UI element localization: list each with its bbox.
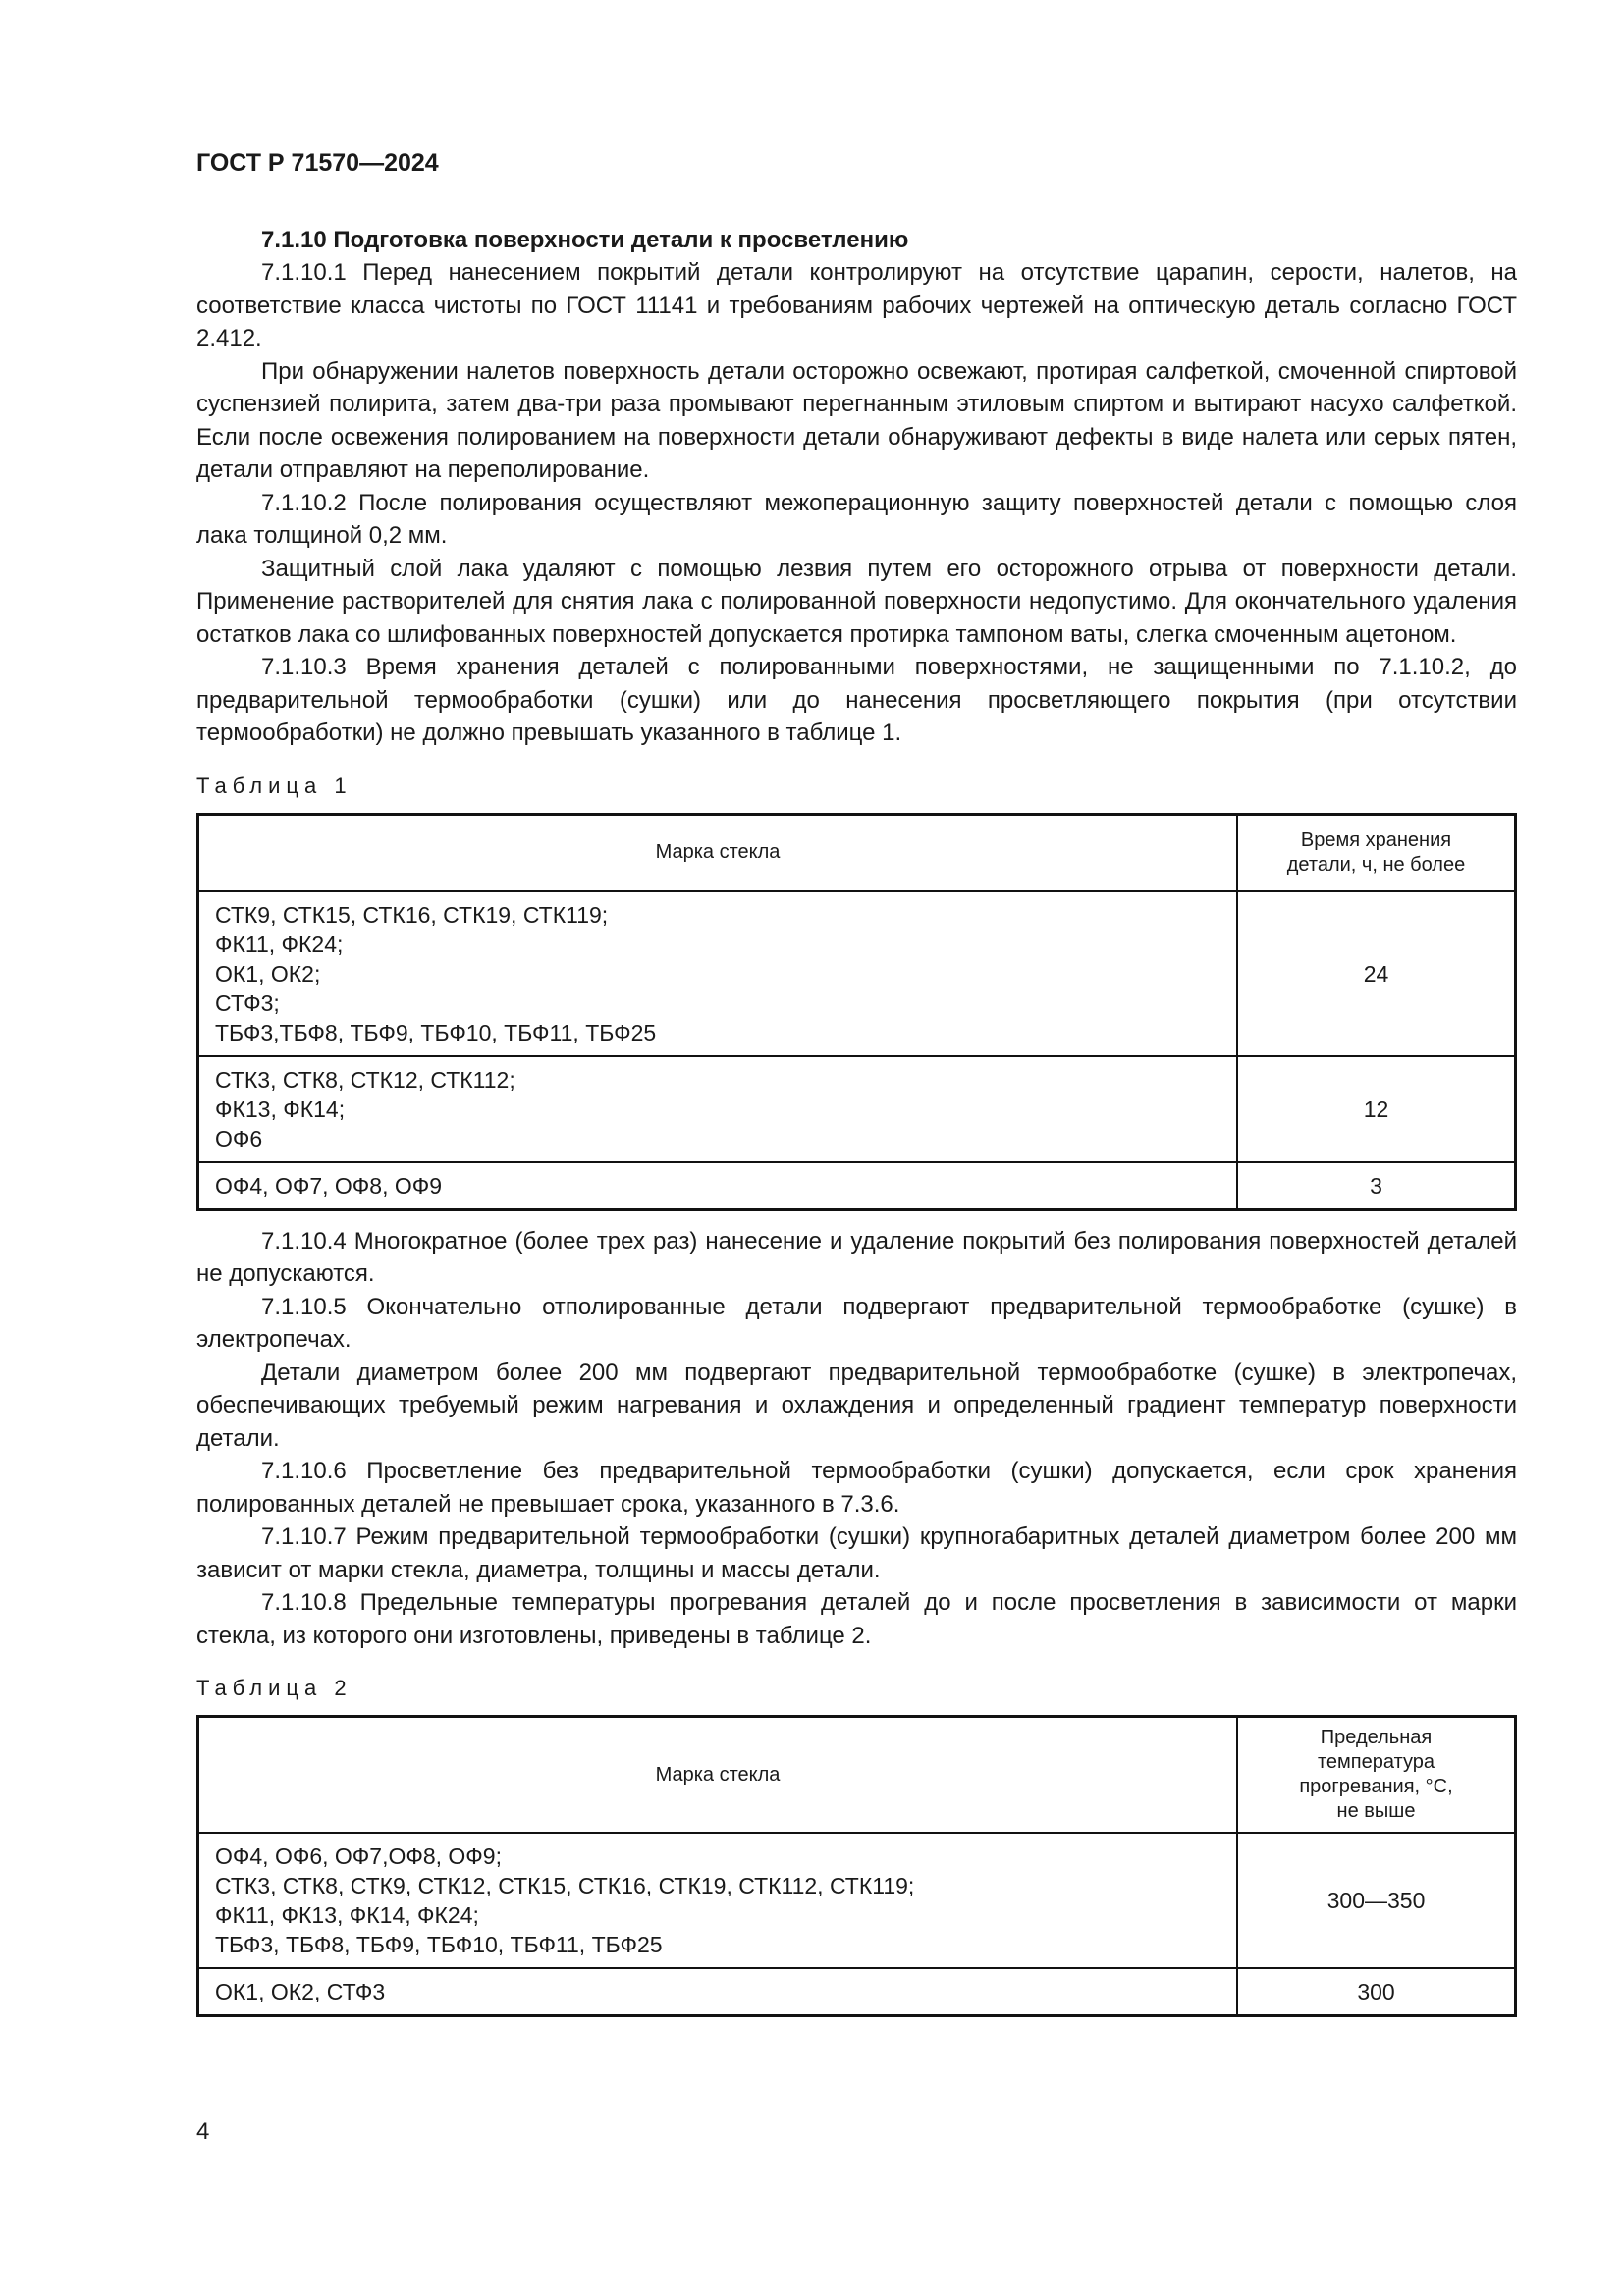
- table2-header-right-line: Предельная: [1320, 1727, 1433, 1748]
- table-row: [198, 1833, 1516, 1968]
- table2-header-right-line: температура: [1318, 1751, 1435, 1773]
- document-body: [196, 224, 1517, 2031]
- glass-line: СТК3, СТК8, СТК12, СТК112;: [215, 1066, 515, 1093]
- table2-glass-cell: [198, 1968, 1238, 2016]
- table2-glass-cell: [198, 1833, 1238, 1968]
- table1-caption: Таблица 1: [196, 773, 352, 798]
- document-header: ГОСТ Р 71570—2024: [196, 149, 439, 177]
- table1-glass-cell: [198, 1056, 1238, 1162]
- document-page: [196, 0, 1517, 2296]
- paragraph: Детали диаметром более 200 мм подвергают предварительной термообработке (сушке) в электропечах, обеспечивающих требуемый режим нагревания и охлаждения и определенный градиент температур поверхности детали.: [196, 1359, 1517, 1452]
- glass-line: ТБФ3,ТБФ8, ТБФ9, ТБФ10, ТБФ11, ТБФ25: [215, 1019, 657, 1045]
- glass-line: ФК13, ФК14;: [215, 1095, 346, 1122]
- table1-value-cell: 3: [1237, 1162, 1516, 1210]
- glass-line: СТК3, СТК8, СТК9, СТК12, СТК15, СТК16, СТК19, СТК112, СТК119;: [215, 1873, 915, 1898]
- paragraph: 7.1.10.6 Просветление без предварительной термообработки (сушки) допускается, если срок хранения полированных деталей не превышает срока, указанного в 7.3.6.: [196, 1458, 1517, 1518]
- paragraph: 7.1.10.7 Режим предварительной термообработки (сушки) крупногабаритных деталей диаметром более 200 мм зависит от марки стекла, диаметра, толщины и массы детали.: [196, 1523, 1517, 1583]
- table-row: [198, 891, 1516, 1056]
- glass-line: ТБФ3, ТБФ8, ТБФ9, ТБФ10, ТБФ11, ТБФ25: [215, 1932, 663, 1957]
- glass-line: ФК11, ФК24;: [215, 931, 344, 957]
- table2-value-cell: 300: [1237, 1968, 1516, 2016]
- paragraph: 7.1.10.3 Время хранения деталей с полированными поверхностями, не защищенными по 7.1.10.2, до предварительной термообработки (сушки) или до нанесения просветляющего покрытия (при отсутствии термообработки) не должно превышать указанного в таблице 1.: [196, 654, 1517, 746]
- table2-header-right-line: не выше: [1336, 1800, 1416, 1822]
- glass-line: ОК1, ОК2, СТФ3: [215, 1979, 386, 2004]
- paragraph: 7.1.10.2 После полирования осуществляют межоперационную защиту поверхностей детали с помощью слоя лака толщиной 0,2 мм.: [196, 489, 1517, 549]
- table1-header-left: Марка стекла: [198, 814, 1238, 891]
- glass-line: СТФ3;: [215, 989, 280, 1016]
- paragraph: Защитный слой лака удаляют с помощью лезвия путем его осторожного отрыва от поверхности детали. Применение растворителей для снятия лака с полированной поверхности недопустимо. Для окончательного удаления остатков лака со шлифованных поверхностей допускается протирка тампоном ваты, слегка смоченным ацетоном.: [196, 555, 1517, 648]
- table1: [196, 813, 1517, 1211]
- paragraph: 7.1.10.5 Окончательно отполированные детали подвергают предварительной термообработке (сушке) в электропечах.: [196, 1293, 1517, 1353]
- table2-header-row: [198, 1717, 1516, 1834]
- table1-glass-cell: [198, 891, 1238, 1056]
- glass-line: ОФ4, ОФ7, ОФ8, ОФ9: [215, 1172, 443, 1199]
- table1-header-right-line: Время хранения: [1300, 828, 1452, 851]
- glass-line: СТК9, СТК15, СТК16, СТК19, СТК119;: [215, 901, 609, 928]
- table2-caption: Таблица 2: [196, 1676, 352, 1700]
- table1-glass-cell: [198, 1162, 1238, 1210]
- paragraph: При обнаружении налетов поверхность детали осторожно освежают, протирая салфеткой, смоченной спиртовой суспензией полирита, затем два-три раза промывают перегнанным этиловым спиртом и вытирают насухо салфеткой. Если после освежения полированием на поверхности детали обнаруживают дефекты в виде налета или серых пятен, детали отправляют на переполирование.: [196, 357, 1517, 483]
- table2: [196, 1715, 1517, 2017]
- table1-value-cell: 24: [1237, 891, 1516, 1056]
- table2-header-right-line: прогревания, °С,: [1299, 1776, 1453, 1797]
- glass-line: ОФ6: [215, 1125, 263, 1151]
- page-number: 4: [196, 2118, 210, 2145]
- section-title: 7.1.10 Подготовка поверхности детали к просветлению: [261, 227, 909, 253]
- glass-line: ОФ4, ОФ6, ОФ7,ОФ8, ОФ9;: [215, 1843, 502, 1869]
- paragraph: 7.1.10.1 Перед нанесением покрытий детали контролируют на отсутствие царапин, серости, налетов, на соответствие класса чистоты по ГОСТ 11141 и требованиям рабочих чертежей на оптическую деталь согласно ГОСТ 2.412.: [196, 259, 1517, 351]
- table-row: [198, 1968, 1516, 2016]
- table1-header-row: [198, 814, 1516, 891]
- table2-value-cell: 300—350: [1237, 1833, 1516, 1968]
- table2-header-left: Марка стекла: [198, 1717, 1238, 1834]
- table2-header-right: [1237, 1717, 1516, 1834]
- table1-header-right-line: детали, ч, не более: [1286, 853, 1466, 876]
- table1-header-right: [1237, 814, 1516, 891]
- paragraph: 7.1.10.8 Предельные температуры прогревания деталей до и после просветления в зависимости от марки стекла, из которого они изготовлены, приведены в таблице 2.: [196, 1589, 1517, 1649]
- glass-line: ОК1, ОК2;: [215, 960, 321, 987]
- table1-value-cell: 12: [1237, 1056, 1516, 1162]
- table-row: [198, 1056, 1516, 1162]
- glass-line: ФК11, ФК13, ФК14, ФК24;: [215, 1902, 479, 1928]
- paragraph: 7.1.10.4 Многократное (более трех раз) нанесение и удаление покрытий без полирования поверхностей деталей не допускаются.: [196, 1227, 1517, 1287]
- table-row: [198, 1162, 1516, 1210]
